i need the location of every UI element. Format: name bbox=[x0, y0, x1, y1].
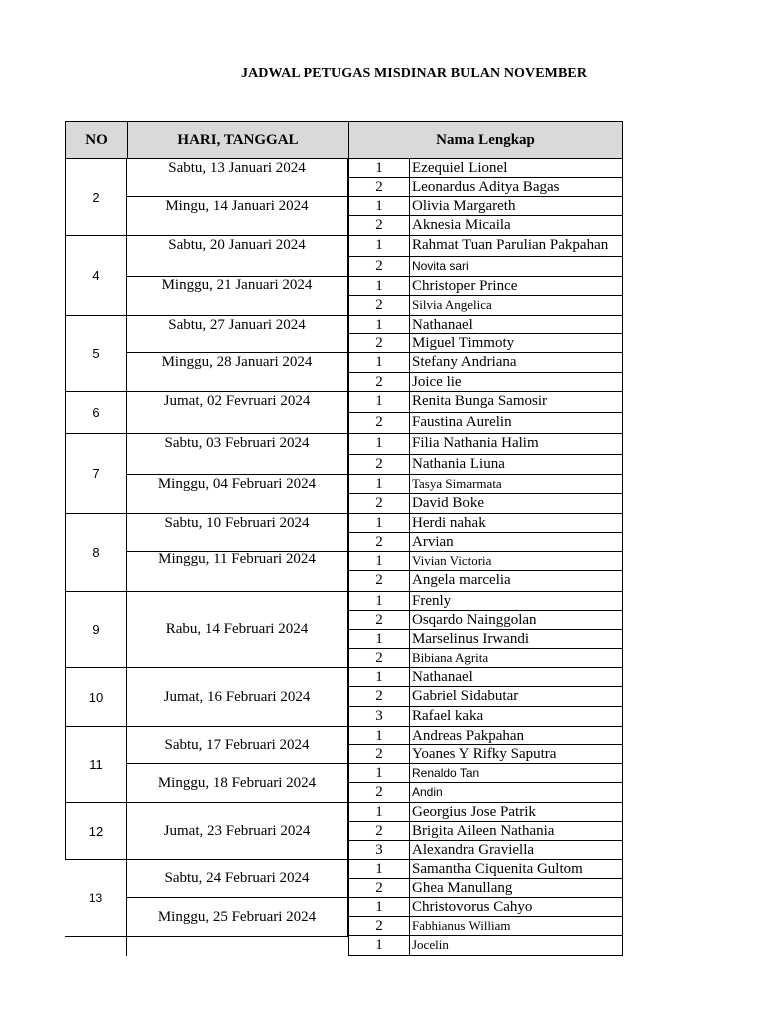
member-name: Novita sari bbox=[410, 257, 623, 277]
member-name: Ghea Manullang bbox=[410, 879, 623, 898]
date-cell: Jumat, 16 Februari 2024 bbox=[127, 668, 348, 727]
slot-number: 2 bbox=[348, 216, 410, 236]
header-no: NO bbox=[65, 121, 128, 159]
page-title: JADWAL PETUGAS MISDINAR BULAN NOVEMBER bbox=[241, 66, 588, 81]
slot-number: 1 bbox=[348, 860, 410, 879]
member-name: Arvian bbox=[410, 533, 623, 552]
date-cell: Mingu, 14 Januari 2024 bbox=[127, 197, 348, 236]
member-name: Samantha Ciquenita Gultom bbox=[410, 860, 623, 879]
member-name: Brigita Aileen Nathania bbox=[410, 822, 623, 841]
slot-number: 2 bbox=[348, 413, 410, 434]
date-cell: Minggu, 04 Februari 2024 bbox=[127, 475, 348, 514]
member-name: Alexandra Graviella bbox=[410, 841, 623, 860]
slot-number: 2 bbox=[348, 879, 410, 898]
group-number: 7 bbox=[65, 434, 127, 514]
group-number: 11 bbox=[65, 727, 127, 803]
date-cell: Sabtu, 24 Februari 2024 bbox=[127, 860, 348, 898]
slot-number: 1 bbox=[348, 316, 410, 334]
slot-number: 1 bbox=[348, 592, 410, 611]
slot-number: 2 bbox=[348, 649, 410, 668]
group-number: 9 bbox=[65, 592, 127, 668]
slot-number: 2 bbox=[348, 257, 410, 277]
group-number: 8 bbox=[65, 514, 127, 592]
member-name: Frenly bbox=[410, 592, 623, 611]
date-cell: Sabtu, 10 Februari 2024 bbox=[127, 514, 348, 552]
member-name: Marselinus Irwandi bbox=[410, 630, 623, 649]
member-name: Aknesia Micaila bbox=[410, 216, 623, 236]
slot-number: 2 bbox=[348, 296, 410, 316]
slot-number: 1 bbox=[348, 353, 410, 373]
slot-number: 1 bbox=[348, 898, 410, 917]
slot-number: 2 bbox=[348, 494, 410, 514]
date-cell: Sabtu, 27 Januari 2024 bbox=[127, 316, 348, 353]
date-cell: Jumat, 02 Fevruari 2024 bbox=[127, 392, 348, 434]
member-name: Angela marcelia bbox=[410, 571, 623, 592]
slot-number: 2 bbox=[348, 611, 410, 630]
date-cell: Minggu, 21 Januari 2024 bbox=[127, 277, 348, 316]
group-number: 12 bbox=[65, 803, 127, 860]
member-name: Gabriel Sidabutar bbox=[410, 687, 623, 707]
group-number: 10 bbox=[65, 668, 127, 727]
slot-number: 1 bbox=[348, 277, 410, 296]
member-name: Olivia Margareth bbox=[410, 197, 623, 216]
member-name: Stefany Andriana bbox=[410, 353, 623, 373]
member-name: Silvia Angelica bbox=[410, 296, 623, 316]
member-name: Renaldo Tan bbox=[410, 764, 623, 783]
member-name: Andreas Pakpahan bbox=[410, 727, 623, 745]
member-name: Fabhianus William bbox=[410, 917, 623, 936]
group-number: 4 bbox=[65, 236, 127, 316]
slot-number: 3 bbox=[348, 707, 410, 727]
slot-number: 1 bbox=[348, 552, 410, 571]
group-number: 2 bbox=[65, 159, 127, 236]
date-cell: Sabtu, 03 Februari 2024 bbox=[127, 434, 348, 475]
slot-number: 1 bbox=[348, 197, 410, 216]
member-name: Georgius Jose Patrik bbox=[410, 803, 623, 822]
header-date: HARI, TANGGAL bbox=[127, 121, 349, 159]
date-cell: Rabu, 14 Februari 2024 bbox=[127, 592, 348, 668]
group-number: 6 bbox=[65, 392, 127, 434]
slot-number: 1 bbox=[348, 803, 410, 822]
date-cell: Sabtu, 20 Januari 2024 bbox=[127, 236, 348, 277]
member-name: Nathanael bbox=[410, 668, 623, 687]
member-name: Faustina Aurelin bbox=[410, 413, 623, 434]
date-cell: Minggu, 25 Februari 2024 bbox=[127, 898, 348, 936]
date-cell: Sabtu, 13 Januari 2024 bbox=[127, 159, 348, 197]
slot-number: 2 bbox=[348, 745, 410, 764]
member-name: Ezequiel Lionel bbox=[410, 159, 623, 178]
group-number: 5 bbox=[65, 316, 127, 392]
header-name: Nama Lengkap bbox=[348, 121, 623, 159]
member-name: Herdi nahak bbox=[410, 514, 623, 533]
date-cell: Minggu, 18 Februari 2024 bbox=[127, 764, 348, 803]
date-cell: Sabtu, 17 Februari 2024 bbox=[127, 727, 348, 764]
slot-number: 1 bbox=[348, 236, 410, 257]
member-name: Rafael kaka bbox=[410, 707, 623, 727]
table-divider bbox=[65, 936, 127, 937]
slot-number: 1 bbox=[348, 764, 410, 783]
member-name: Osqardo Nainggolan bbox=[410, 611, 623, 630]
slot-number: 2 bbox=[348, 822, 410, 841]
slot-number: 3 bbox=[348, 841, 410, 860]
date-cell: Minggu, 11 Februari 2024 bbox=[127, 552, 348, 592]
slot-number: 1 bbox=[348, 159, 410, 178]
member-name: Nathanael bbox=[410, 316, 623, 334]
slot-number: 1 bbox=[348, 630, 410, 649]
member-name: Andin bbox=[410, 783, 623, 803]
member-name: Renita Bunga Samosir bbox=[410, 392, 623, 413]
slot-number: 2 bbox=[348, 917, 410, 936]
member-name: Miguel Timmoty bbox=[410, 334, 623, 353]
member-name: Rahmat Tuan Parulian Pakpahan bbox=[410, 236, 623, 257]
group-number: 13 bbox=[65, 860, 127, 936]
slot-number: 2 bbox=[348, 455, 410, 475]
table-divider bbox=[127, 936, 348, 937]
table-divider bbox=[126, 936, 127, 956]
member-name: Christovorus Cahyo bbox=[410, 898, 623, 917]
member-name: Bibiana Agrita bbox=[410, 649, 623, 668]
slot-number: 2 bbox=[348, 783, 410, 803]
slot-number: 2 bbox=[348, 571, 410, 592]
slot-number: 1 bbox=[348, 475, 410, 494]
date-cell: Minggu, 28 Januari 2024 bbox=[127, 353, 348, 392]
member-name: Christoper Prince bbox=[410, 277, 623, 296]
slot-number: 1 bbox=[348, 514, 410, 533]
member-name: Nathania Liuna bbox=[410, 455, 623, 475]
member-name: Leonardus Aditya Bagas bbox=[410, 178, 623, 197]
slot-number: 1 bbox=[348, 434, 410, 455]
slot-number: 2 bbox=[348, 687, 410, 707]
member-name: Jocelin bbox=[410, 936, 623, 956]
member-name: David Boke bbox=[410, 494, 623, 514]
slot-number: 2 bbox=[348, 533, 410, 552]
member-name: Joice lie bbox=[410, 373, 623, 392]
member-name: Filia Nathania Halim bbox=[410, 434, 623, 455]
slot-number: 2 bbox=[348, 373, 410, 392]
slot-number: 2 bbox=[348, 334, 410, 353]
slot-number: 1 bbox=[348, 668, 410, 687]
member-name: Vivian Victoria bbox=[410, 552, 623, 571]
slot-number: 1 bbox=[348, 392, 410, 413]
slot-number: 1 bbox=[348, 936, 410, 956]
member-name: Yoanes Y Rifky Saputra bbox=[410, 745, 623, 764]
slot-number: 2 bbox=[348, 178, 410, 197]
member-name: Tasya Simarmata bbox=[410, 475, 623, 494]
date-cell: Jumat, 23 Februari 2024 bbox=[127, 803, 348, 860]
slot-number: 1 bbox=[348, 727, 410, 745]
